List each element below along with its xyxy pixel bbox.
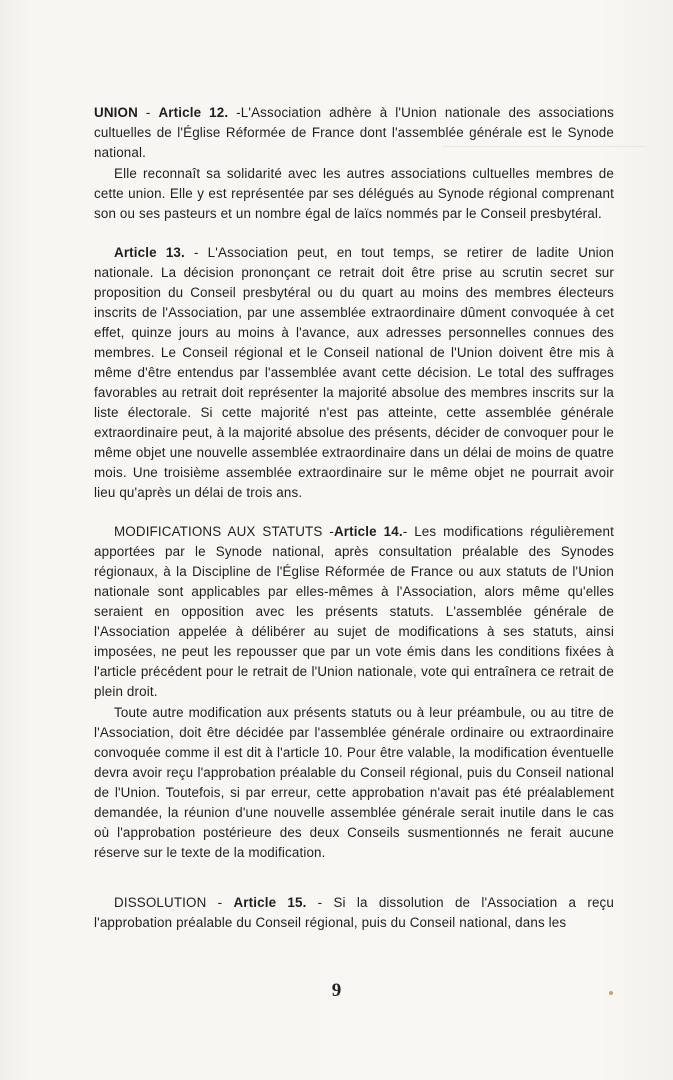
article-12-label: Article 12. xyxy=(158,105,229,120)
article-15-text: - Si la dissolution de l'Association a reçu l'approbation préalable du Conseil régional, puis du Conseil national, dans les xyxy=(94,895,614,930)
article-14-text: - Les modifications régulièrement apportées par le Synode national, après consultation préalable des Synodes régionaux, à la Discipline de l'Église Réformée de France ou aux statuts de l'Union nationale sont applicables par elles-mêmes à l'Association, alors même qu'elles seraient en opposition avec les présents statuts. L'assemblée générale de l'Association appelée à délibérer au sujet de modifications à ses statuts, ainsi imposées, ne peut les repousser que par un vote émis dans les conditions fixées à l'article précédent pour le retrait de l'Union nationale, vote qui entraînera ce retrait de plein droit. xyxy=(94,524,614,699)
paper-speck xyxy=(609,991,613,995)
article-13-text: - L'Association peut, en tout temps, se retirer de ladite Union nationale. La décision prononçant ce retrait doit être prise au scrutin secret sur proposition du Conseil presbytéral ou du quart au moins des membres électeurs inscrits de l'Association, par une assemblée extraordinaire dûment convoquée à cet effet, quinze jours au moins à l'avance, aux adresses personnelles connues des membres. Le Conseil régional et le Conseil national de l'Union doivent être mis à même d'être entendus par l'assemblée avant cette décision. Le total des suffrages favorables au retrait doit représenter la majorité absolue des membres inscrits sur la liste électorale. Si cette majorité n'est pas atteinte, cette assemblée générale extraordinaire peut, à la majorité absolue des présents, décider de convoquer pour le même objet une nouvelle assemblée extraordinaire dans un délai de moins de quatre mois. Une troisième assemblée extraordinaire sur le même objet ne pourrait avoir lieu qu'après un délai de trois ans. xyxy=(94,245,614,500)
page-number: 9 xyxy=(331,980,342,1001)
article-14-paragraph-2: Toute autre modification aux présents statuts ou à leur préambule, ou au titre de l'Association, doit être décidée par l'assemblée générale ordinaire ou extraordinaire convoquée comme il est dit à l'article 10. Pour être valable, la modification éventuelle devra avoir reçu l'approbation préalable du Conseil régional, puis du Conseil national de l'Union. Toutefois, si par erreur, cette approbation n'avait pas été préalablement demandée, la réunion d'une nouvelle assemblée générale serait inutile dans le cas où l'approbation postérieure des deux Conseils susmentionnés ne ferait aucune réserve sur le texte de la modification. xyxy=(94,705,614,860)
show-through-ghost-text: –––––––––––––––––––––––––––– xyxy=(442,138,645,153)
section-heading-dissolution: DISSOLUTION - xyxy=(114,895,234,910)
document-body xyxy=(94,103,614,933)
article-14-label: Article 14. xyxy=(333,524,403,539)
article-12-text: -L'Association adhère à l'Union nationale des associations cultuelles de l'Église Réformée de France dont l'assemblée générale est le Synode national. xyxy=(94,105,614,160)
section-heading-modifications: MODIFICATIONS AUX STATUTS - xyxy=(114,524,334,539)
article-15-paragraph xyxy=(94,893,614,933)
article-12-paragraph-2: Elle reconnaît sa solidarité avec les autres associations cultuelles membres de cette union. Elle y est représentée par ses délégués au Synode régional comprenant son ou ses pasteurs et un nombre égal de laïcs nommés par le Conseil presbytéral. xyxy=(94,166,614,221)
article-13-paragraph xyxy=(94,243,614,503)
article-15-label: Article 15. xyxy=(233,895,307,910)
article-14-paragraph xyxy=(94,522,614,702)
section-heading-union: UNION xyxy=(94,105,138,120)
article-12-paragraph: UNION - Article 12. -L'Association adhère à l'Union nationale des associations cultuelles de l'Église Réformée de France dont l'assemblée générale est le Synode national. xyxy=(94,105,614,160)
article-13-label: Article 13. xyxy=(114,245,185,260)
